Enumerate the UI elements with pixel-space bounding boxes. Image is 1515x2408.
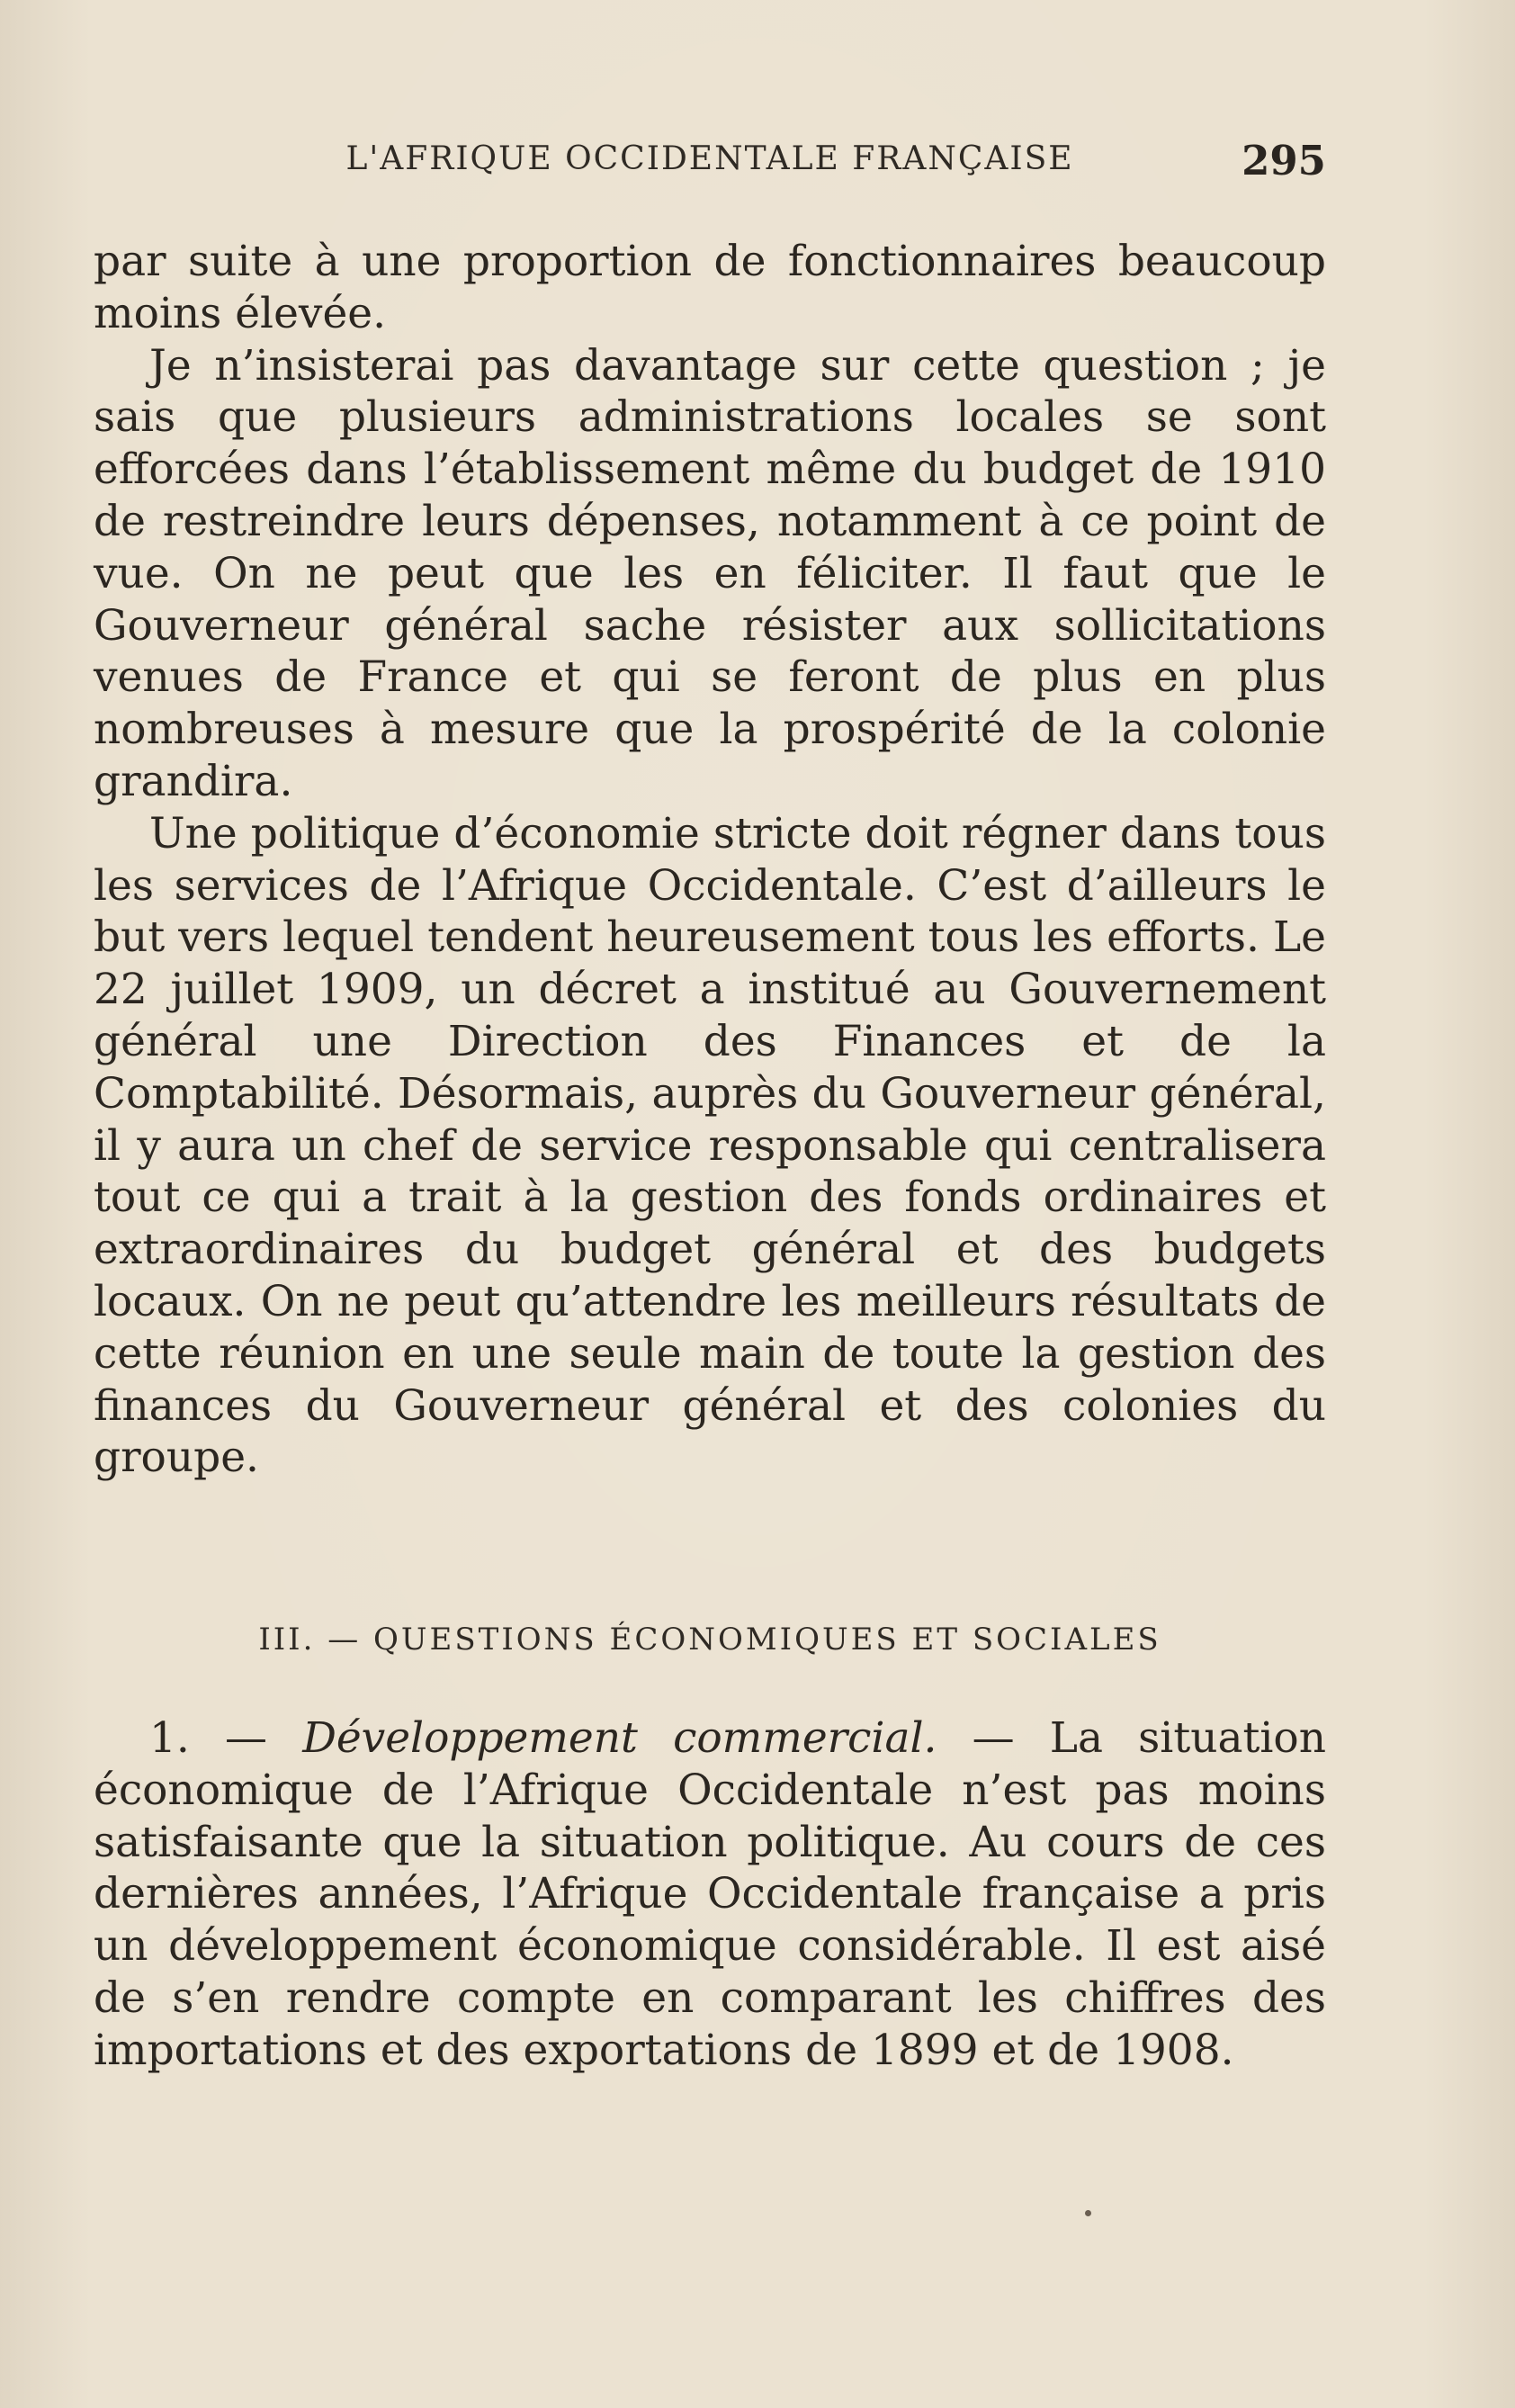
paragraph-finance-direction: Une politique d’économie stricte doit régner dans tous les services de l’Afrique Occidentale. C’est d’ailleurs le but vers lequel tendent heureusement tous les efforts. Le 22 juillet 1909, un décret a institué au Gouvernement général une Direction des Finances et de la Comptabilité. Désormais, auprès du Gouverneur général, il y aura un chef de service responsable qui centralisera tout ce qui a trait à la gestion des fonds ordinaires et extraordinaires du budget général et des budgets locaux. On ne peut qu’attendre les meilleurs résultats de cette réunion en une seule main de toute la gestion des finances du Gouverneur général et des colonies du groupe. [94,808,1326,1483]
paragraph-economy-question: Je n’insisterai pas davantage sur cette question ; je sais que plusieurs administrations locales se sont efforcées dans l’établissement même du budget de 1910 de restreindre leurs dépenses, notamment à ce point de vue. On ne peut que les en féliciter. Il faut que le Gouverneur général sache résister aux sollicitations venues de France et qui se feront de plus en plus nombreuses à mesure que la prospérité de la colonie grandira. [94,340,1326,806]
paragraph-commercial-development [94,1712,1326,2077]
paragraph-continued: par suite à une proportion de fonctionnaires beaucoup moins élevée. [94,237,1326,338]
section-heading: III. — QUESTIONS ÉCONOMIQUES ET SOCIALES [258,1622,1161,1658]
subsection-title: Développement commercial. [302,1713,937,1763]
running-title: L'AFRIQUE OCCIDENTALE FRANÇAISE [345,140,1074,177]
running-head [94,137,1326,194]
subsection-text: — La situation économique de l’Afrique Occidentale n’est pas moins satisfaisante que la situation politique. Au cours de ces dernières années, l’Afrique Occidentale française a pris un développement économique considérable. Il est aisé de s’en rendre compte en comparant les chiffres des importations et des exportations de 1899 et de 1908. [94,1713,1326,2075]
paper-speck [1085,2210,1091,2216]
subsection-number: 1. — [149,1713,268,1763]
body-text-bottom [94,1712,1326,2077]
page-number: 295 [1242,137,1326,184]
body-text-top [94,236,1326,1484]
